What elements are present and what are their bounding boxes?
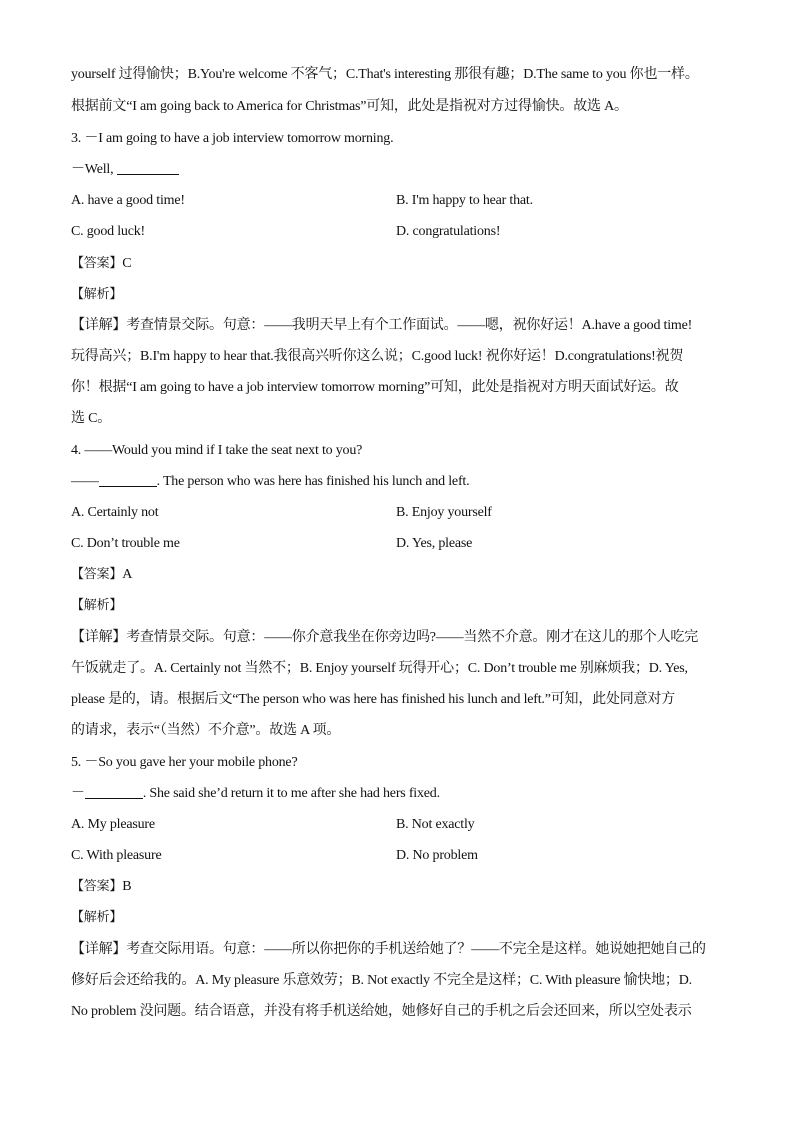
question-5-detail: 修好后会还给我的。A. My pleasure 乐意效劳；B. Not exactly 不完全是这样；C. With pleasure 愉快地；D. [71,973,692,988]
reply-suffix: . The person who was here has finished his lunch and left. [156,474,470,489]
answer-blank [99,472,157,487]
question-5-option-d: D. No problem [396,848,478,863]
question-5-stem: 5. －So you gave her your mobile phone? [71,755,298,770]
analysis-label: 【解析】 [71,598,123,613]
question-5-detail: 【详解】考查交际用语。句意：——所以你把你的手机送给她了？——不完全是这样。她说她把她自己的 [71,942,706,957]
question-5-answer [71,877,721,897]
question-4-option-b: B. Enjoy yourself [396,505,492,520]
question-5-option-c: C. With pleasure [71,848,162,863]
answer-blank [117,160,179,175]
question-3-reply [71,160,721,180]
question-5-analysis-label [71,908,721,928]
answer-label: 【答案】 [71,879,123,894]
question-5-option-a: A. My pleasure [71,817,155,832]
answer-value: A [122,567,133,582]
question-4-detail: 午饭就走了。A. Certainly not 当然不；B. Enjoy yourself 玩得开心；C. Don’t trouble me 别麻烦我；D. Yes, [71,661,688,676]
question-3-detail: 你！根据“I am going to have a job interview tomorrow morning”可知，此处是指祝对方明天面试好运。故 [71,380,679,395]
question-4-reply [71,472,721,492]
reply-prefix: － [71,786,85,801]
question-5-detail: No problem 没问题。结合语意，并没有将手机送给她，她修好自己的手机之后会还回来，所以空处表示 [71,1004,692,1019]
question-3-option-c: C. good luck! [71,224,146,239]
question-4-detail: 【详解】考查情景交际。句意：——你介意我坐在你旁边吗?——当然不介意。刚才在这儿的那个人吃完 [71,630,699,645]
text-line: 根据前文“I am going back to America for Christmas”可知，此处是指祝对方过得愉快。故选 A。 [71,99,628,114]
answer-value: C [122,256,132,271]
answer-blank [85,784,143,799]
question-3-detail: 【详解】考查情景交际。句意：——我明天早上有个工作面试。——嗯，祝你好运！A.have a good time! [71,318,693,333]
question-3-option-d: D. congratulations! [396,224,501,239]
answer-value: B [122,879,132,894]
analysis-label: 【解析】 [71,910,123,925]
question-3-detail: 选 C。 [71,411,112,426]
text-line: yourself 过得愉快；B.You're welcome 不客气；C.That's interesting 那很有趣；D.The same to you 你也一样。 [71,67,699,82]
question-4-stem: 4. ——Would you mind if I take the seat next to you? [71,443,363,458]
question-3-option-b: B. I'm happy to hear that. [396,193,533,208]
question-4-option-d: D. Yes, please [396,536,473,551]
answer-label: 【答案】 [71,256,123,271]
answer-label: 【答案】 [71,567,123,582]
question-3-detail: 玩得高兴；B.I'm happy to hear that.我很高兴听你这么说；C.good luck! 祝你好运！D.congratulations!祝贺 [71,349,684,364]
question-4-answer [71,565,721,585]
question-3-option-a: A. have a good time! [71,193,185,208]
question-3-stem: 3. －I am going to have a job interview tomorrow morning. [71,131,394,146]
question-5-reply [71,784,721,804]
question-4-detail: 的请求，表示“（当然）不介意”。故选 A 项。 [71,723,341,738]
reply-suffix: . She said she’d return it to me after she had hers fixed. [142,786,440,801]
question-4-option-a: A. Certainly not [71,505,159,520]
question-3-analysis-label [71,285,721,305]
reply-prefix: －Well, [71,162,117,177]
question-3-answer [71,254,721,274]
question-4-analysis-label [71,596,721,616]
analysis-label: 【解析】 [71,287,123,302]
question-4-option-c: C. Don’t trouble me [71,536,180,551]
reply-prefix: —— [71,474,99,489]
question-4-detail: please 是的，请。根据后文“The person who was here has finished his lunch and left.”可知，此处同意对方 [71,692,675,707]
question-5-option-b: B. Not exactly [396,817,475,832]
